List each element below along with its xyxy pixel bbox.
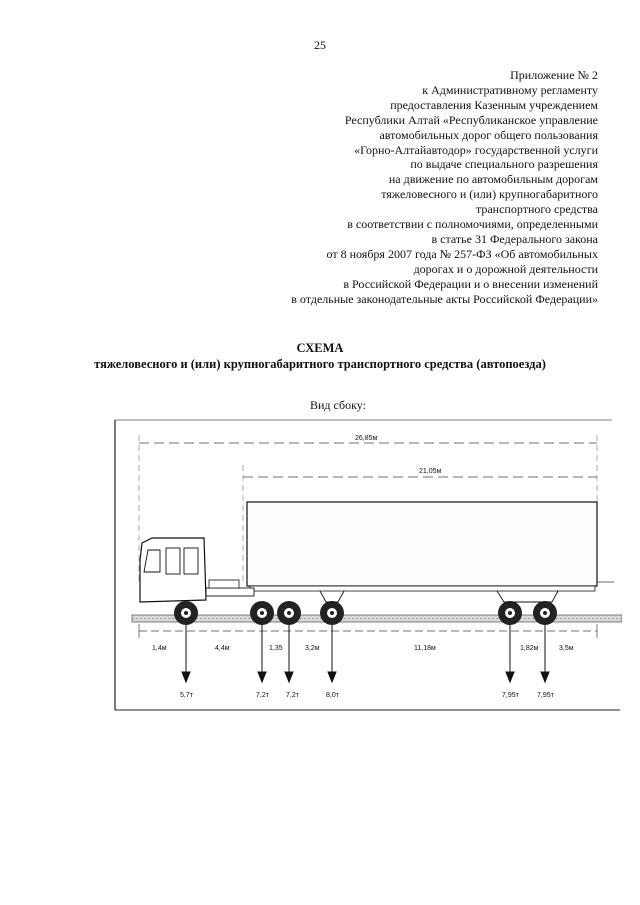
appendix-line: автомобильных дорог общего пользования — [379, 127, 598, 142]
axle-load-label-4: 8,0т — [326, 692, 339, 699]
appendix-line: от 8 ноября 2007 года № 257-ФЗ «Об автомобильных — [326, 246, 598, 261]
cab-side-window — [166, 548, 180, 574]
axle-load-label-3: 7,2т — [286, 692, 299, 699]
appendix-header — [178, 68, 598, 307]
wheel-tractor-rear-axle-2 — [277, 601, 301, 625]
axle-load-label-5: 7,95т — [502, 692, 519, 699]
scheme-title-block — [0, 340, 640, 372]
appendix-line: в соответствии с полномочиями, определенными — [347, 217, 598, 232]
scheme-subtitle: тяжеловесного и (или) крупногабаритного транспортного средства (автопоезда) — [94, 357, 546, 371]
spacing-label-7: 3,5м — [559, 645, 574, 652]
appendix-line: в статье 31 Федерального закона — [431, 231, 598, 246]
tractor-frame — [206, 588, 254, 596]
spacing-label-2: 4,4м — [215, 645, 230, 652]
appendix-line: дорогах и о дорожной деятельности — [413, 261, 598, 276]
spacing-label-6: 1,82м — [520, 645, 539, 652]
page-number: 25 — [314, 38, 326, 52]
vehicle-side-view-diagram — [112, 410, 622, 712]
trailer-front-bogie — [320, 591, 344, 602]
cab-rear-window — [184, 548, 198, 574]
wheel-trailer-rear-axle-2 — [533, 601, 557, 625]
axle-load-label-2: 7,2т — [256, 692, 269, 699]
wheel-tractor-rear-axle-1 — [250, 601, 274, 625]
appendix-line: в Российской Федерации и о внесении изменений — [343, 276, 598, 291]
spacing-label-1: 1,4м — [152, 645, 167, 652]
axle-load-label-1: 5,7т — [180, 692, 193, 699]
trailer-chassis — [250, 586, 595, 591]
spacing-label-4: 3,2м — [305, 645, 320, 652]
axle-load-label-6: 7,95т — [537, 692, 554, 699]
trailer-rear-bogie — [497, 591, 558, 602]
scheme-title: СХЕМА — [296, 341, 344, 355]
appendix-line: к Административному регламенту — [422, 82, 598, 97]
appendix-line: в отдельные законодательные акты Российской Федерации» — [291, 291, 598, 306]
wheel-trailer-front-axle — [320, 601, 344, 625]
fifth-wheel — [209, 580, 239, 588]
trailer-length-label: 21,05м — [419, 468, 442, 475]
spacing-label-5: 11,18м — [414, 645, 436, 652]
total-length-label: 26,85м — [355, 435, 378, 442]
trailer-body — [247, 502, 597, 586]
axle-load-arrows — [182, 625, 549, 682]
view-label: Вид сбоку: — [310, 398, 366, 412]
appendix-line: Приложение № 2 — [510, 68, 598, 82]
wheel-front-axle — [174, 601, 198, 625]
wheel-trailer-rear-axle-1 — [498, 601, 522, 625]
appendix-line: Республики Алтай «Республиканское управление — [344, 112, 598, 127]
appendix-line: на движение по автомобильным дорогам — [388, 172, 598, 187]
appendix-line: предоставления Казенным учреждением — [390, 97, 598, 112]
axle-spacing-dimensions — [139, 624, 597, 638]
appendix-line: тяжеловесного и (или) крупногабаритного — [381, 187, 598, 202]
spacing-label-3: 1,35 — [269, 645, 283, 652]
appendix-line: по выдаче специального разрешения — [410, 157, 598, 172]
appendix-line: «Горно-Алтайавтодор» государственной услуги — [354, 142, 598, 157]
appendix-line: транспортного средства — [475, 202, 598, 217]
